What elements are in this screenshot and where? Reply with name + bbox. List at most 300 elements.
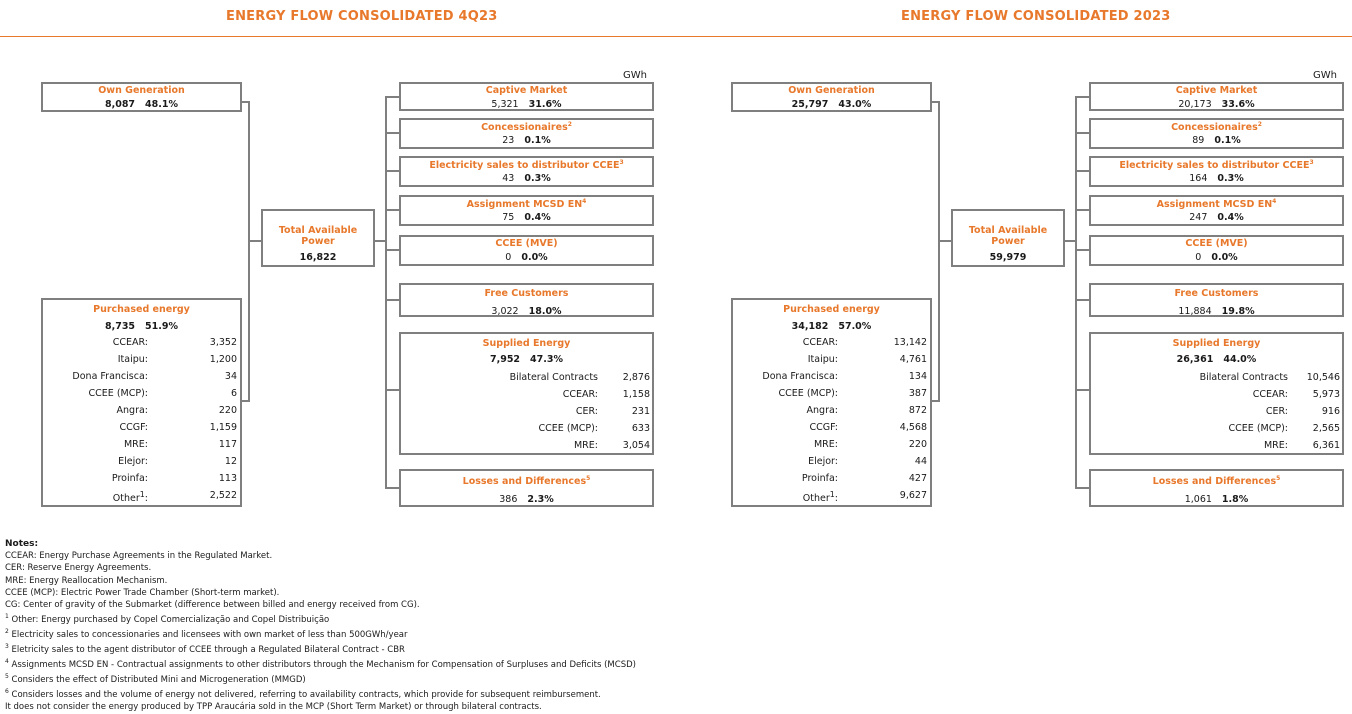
panel-2023-supplied-row xyxy=(1091,440,1342,453)
panel-2023-supplied-row-key: Bilateral Contracts xyxy=(1199,372,1288,383)
panel-2023-own-generation-pct: 43.0% xyxy=(838,99,872,110)
panel-4q23-purchased-row xyxy=(43,371,240,384)
panel-2023-losses-label xyxy=(1091,475,1342,487)
panel-4q23-destination-box xyxy=(399,195,654,226)
panel-2023-destination-value: 164 xyxy=(1189,173,1208,184)
panel-4q23-supplied-row xyxy=(401,406,652,419)
panel-4q23-purchased-row-key-text: CCEAR xyxy=(112,337,145,348)
notes-section xyxy=(5,538,636,714)
panel-2023-purchased-row-value: 220 xyxy=(908,439,927,450)
panel-2023-connector xyxy=(1075,132,1089,134)
panel-4q23-purchased-row-key-text: Dona Francisca xyxy=(72,371,145,382)
panel-2023-supplied-row xyxy=(1091,423,1342,436)
note-line xyxy=(5,656,636,671)
panel-4q23-destination-label xyxy=(401,85,652,96)
panel-4q23-own-generation-value: 8,087 xyxy=(104,99,136,110)
notes-title: Notes: xyxy=(5,539,39,549)
panel-4q23-purchased-row-value: 12 xyxy=(224,456,237,467)
panel-4q23-destination-value: 0 xyxy=(505,252,512,263)
panel-4q23-purchased-row-key: MRE: xyxy=(123,439,148,450)
panel-2023-own-generation-label xyxy=(733,85,930,96)
panel-4q23-purchased-row-key: Elejor: xyxy=(118,456,148,467)
panel-4q23-purchased-row-key: CCEAR: xyxy=(112,337,148,348)
panel-4q23-destination-pct: 18.0% xyxy=(528,306,562,317)
note-line xyxy=(5,550,636,562)
panel-4q23-destination-label-text: Electricity sales to distributor CCEE xyxy=(429,160,620,172)
panel-2023-destination xyxy=(1091,252,1342,263)
panel-2023-purchased-energy-box xyxy=(731,298,932,507)
panel-2023-purchased-row-key-text: CCEAR xyxy=(802,337,835,348)
panel-4q23-destination-pct: 0.1% xyxy=(524,135,551,146)
panel-2023-purchased-row-key-text: Dona Francisca xyxy=(762,371,835,382)
note-line-sup: 5 xyxy=(5,673,9,681)
panel-4q23-supplied-row-value: 3,054 xyxy=(622,440,650,451)
panel-4q23-purchased-row xyxy=(43,439,240,452)
panel-4q23-purchased-row-key-text: Itaipu xyxy=(117,354,145,365)
panel-4q23-connector xyxy=(385,209,399,211)
panel-2023-destination xyxy=(1091,173,1342,184)
panel-2023-purchased-row-value: 427 xyxy=(908,473,927,484)
panel-4q23-destination xyxy=(401,252,652,263)
panel-4q23-losses-label-text: Losses and Differences xyxy=(462,476,587,488)
panel-4q23-losses-box xyxy=(399,469,654,507)
panel-4q23-destination-label-sup: 3 xyxy=(619,159,624,166)
panel-2023-purchased-row-key-text: CCEE (MCP) xyxy=(778,388,835,399)
panel-4q23-purchased-row-key: Other$^1$: xyxy=(112,490,148,505)
panel-4q23-losses-pct: 2.3% xyxy=(527,494,554,505)
panel-2023-total-available-value: 59,979 xyxy=(989,252,1027,263)
panel-4q23-purchased-energy-label xyxy=(43,304,240,315)
panel-2023-connector xyxy=(1075,389,1089,391)
panel-2023-destination-label xyxy=(1091,238,1342,249)
panel-4q23-destination-label xyxy=(401,121,652,133)
panel-4q23-purchased-row-key: CCGF: xyxy=(119,422,148,433)
panel-4q23-destination-pct: 0.3% xyxy=(524,173,551,184)
panel-4q23-purchased-row-key-text: CCGF xyxy=(119,422,145,433)
panel-2023-total-available xyxy=(953,252,1063,263)
panel-4q23-purchased-row-key-text: Other xyxy=(112,493,140,505)
panel-4q23-destination-box xyxy=(399,283,654,317)
panel-4q23-purchased-row-key-text: Proinfa xyxy=(111,473,145,484)
panel-4q23-supplied-row-key: Bilateral Contracts xyxy=(509,372,598,383)
panel-2023-supplied-row-key: CER: xyxy=(1265,406,1288,417)
panel-4q23-supplied-row-key: CCEE (MCP): xyxy=(538,423,598,434)
panel-2023-connector xyxy=(932,400,940,402)
panel-2023-purchased-row-key-sup: 1 xyxy=(829,490,835,499)
panel-2023-destination-box xyxy=(1089,283,1344,317)
panel-4q23-supplied-energy-label-text: Supplied Energy xyxy=(482,338,571,349)
header-divider xyxy=(0,36,1352,37)
panel-4q23-destination-box xyxy=(399,82,654,111)
panel-2023-losses-value: 1,061 xyxy=(1184,494,1212,505)
panel-2023-supplied-row-value: 10,546 xyxy=(1306,372,1340,383)
panel-4q23-supplied-energy-label xyxy=(401,338,652,349)
panel-2023-purchased-row-key-text: Elejor xyxy=(808,456,835,467)
panel-4q23-destination xyxy=(401,99,652,110)
panel-4q23-purchased-row-key-text: MRE xyxy=(123,439,145,450)
panel-2023-destination-box xyxy=(1089,118,1344,149)
panel-2023-purchased-row-value: 44 xyxy=(914,456,927,467)
panel-2023-destination-value: 0 xyxy=(1195,252,1202,263)
panel-4q23-purchased-row-key-text: Elejor xyxy=(118,456,145,467)
panel-4q23-purchased-row-value: 1,159 xyxy=(209,422,237,433)
panel-4q23-supplied-energy-box xyxy=(399,332,654,455)
panel-4q23-supplied-row-key: CCEAR: xyxy=(562,389,598,400)
panel-2023-purchased-row-key: CCEE (MCP): xyxy=(778,388,838,399)
panel-4q23-purchased-row-key: Itaipu: xyxy=(117,354,148,365)
panel-2023-purchased-energy-pct: 57.0% xyxy=(838,321,872,332)
panel-4q23-destination-label-text: Concessionaires xyxy=(481,122,568,134)
panel-2023-purchased-row-key: MRE: xyxy=(813,439,838,450)
panel-4q23-purchased-energy-value: 8,735 xyxy=(104,321,136,332)
panel-2023-purchased-energy-label xyxy=(733,304,930,315)
panel-4q23-destination-label-text: Captive Market xyxy=(485,85,568,96)
panel-2023-purchased-row-key-text: MRE xyxy=(813,439,835,450)
panel-2023-connector xyxy=(1075,170,1089,172)
panel-4q23-destination xyxy=(401,135,652,146)
panel-4q23-purchased-row xyxy=(43,473,240,486)
panel-4q23-connector xyxy=(385,96,387,489)
panel-2023-purchased-row-key: CCGF: xyxy=(809,422,838,433)
panel-4q23-connector xyxy=(385,487,399,489)
panel-2023-supplied-energy-label-text: Supplied Energy xyxy=(1172,338,1261,349)
panel-4q23-supplied-row-key: MRE: xyxy=(573,440,598,451)
panel-2023-supplied-row-value: 5,973 xyxy=(1312,389,1340,400)
panel-4q23-total-available-label-text: Total Available Power xyxy=(278,225,358,247)
panel-2023-destination-value: 247 xyxy=(1189,212,1208,223)
panel-2023-purchased-row-key: Dona Francisca: xyxy=(762,371,838,382)
panel-4q23-purchased-row xyxy=(43,388,240,401)
panel-4q23-supplied-energy-value: 7,952 xyxy=(489,354,521,365)
panel-4q23-losses-label xyxy=(401,475,652,487)
panel-4q23-supplied-row-value: 1,158 xyxy=(622,389,650,400)
panel-4q23-total-available-value: 16,822 xyxy=(299,252,337,263)
note-line-sup: 2 xyxy=(5,628,9,636)
panel-4q23-purchased-energy-pct: 51.9% xyxy=(145,321,179,332)
panel-2023-purchased-row-value: 387 xyxy=(908,388,927,399)
panel-2023-purchased-row-value: 4,568 xyxy=(899,422,927,433)
panel-4q23-connector xyxy=(385,299,399,301)
panel-4q23-destination-label-sup: 2 xyxy=(567,121,572,128)
panel-2023-purchased-row-key: CCEAR: xyxy=(802,337,838,348)
panel-2023-destination-pct: 19.8% xyxy=(1221,306,1255,317)
panel-4q23-purchased-energy xyxy=(43,321,240,332)
panel-4q23-destination-value: 43 xyxy=(502,173,515,184)
panel-4q23-supplied-row-key: CER: xyxy=(575,406,598,417)
note-line xyxy=(5,562,636,574)
panel-4q23-own-generation-label-text: Own Generation xyxy=(98,85,185,96)
panel-2023-losses xyxy=(1091,494,1342,505)
panel-2023-total-available-box xyxy=(951,209,1065,267)
panel-2023-connector xyxy=(1075,487,1089,489)
panel-4q23-purchased-row-value: 6 xyxy=(230,388,237,399)
panel-2023-losses-pct: 1.8% xyxy=(1221,494,1249,505)
panel-4q23-destination-pct: 31.6% xyxy=(528,99,562,110)
panel-2023-purchased-energy xyxy=(733,321,930,332)
panel-2023-total-available-label-text: Total Available Power xyxy=(968,225,1048,247)
panel-2023-purchased-row xyxy=(733,354,930,367)
note-line xyxy=(5,686,636,701)
panel-2023-purchased-row-key: Elejor: xyxy=(808,456,838,467)
note-line xyxy=(5,626,636,641)
panel-2023-purchased-row-key-text: CCGF xyxy=(809,422,835,433)
panel-4q23-purchased-row-value: 117 xyxy=(218,439,237,450)
panel-2023-destination-label-sup: 4 xyxy=(1272,198,1277,205)
panel-2023-supplied-energy-value: 26,361 xyxy=(1176,354,1214,365)
panel-2023-purchased-row-value: 134 xyxy=(908,371,927,382)
panel-4q23-purchased-row xyxy=(43,405,240,418)
panel-4q23-destination-label xyxy=(401,288,652,299)
panel-4q23-destination-label xyxy=(401,238,652,249)
note-line xyxy=(5,575,636,587)
panel-4q23-supplied-row-value: 633 xyxy=(631,423,650,434)
note-line-text: Considers the effect of Distributed Mini and Microgeneration (MMGD) xyxy=(8,675,306,686)
note-line-text: CCEAR: Energy Purchase Agreements in the Regulated Market. xyxy=(5,551,273,562)
panel-2023-purchased-energy-value: 34,182 xyxy=(791,321,829,332)
panel-4q23-purchased-row-value: 113 xyxy=(218,473,237,484)
panel-2023-own-generation-value: 25,797 xyxy=(791,99,829,110)
note-line xyxy=(5,587,636,599)
panel-4q23-unit-label: GWh xyxy=(623,70,647,81)
panel-4q23-destination xyxy=(401,306,652,317)
panel-4q23-own-generation-pct: 48.1% xyxy=(145,99,179,110)
panel-4q23-supplied-row xyxy=(401,389,652,402)
panel-4q23-connector xyxy=(248,101,250,402)
panel-2023-supplied-row xyxy=(1091,372,1342,385)
panel-2023-destination xyxy=(1091,306,1342,317)
panel-2023-supplied-row-key: MRE: xyxy=(1263,440,1288,451)
panel-2023-own-generation-box xyxy=(731,82,932,112)
panel-4q23-total-available-box xyxy=(261,209,375,267)
panel-2023-purchased-row xyxy=(733,473,930,486)
panel-2023-supplied-row-value: 916 xyxy=(1321,406,1340,417)
panel-4q23-purchased-row xyxy=(43,490,240,503)
panel-2023-connector xyxy=(1075,249,1089,251)
panel-4q23-destination-value: 75 xyxy=(502,212,515,223)
panel-2023-own-generation-label-text: Own Generation xyxy=(788,85,875,96)
panel-4q23-connector xyxy=(248,240,261,242)
panel-4q23-purchased-row-value: 2,522 xyxy=(209,490,237,501)
note-line-text: Considers losses and the volume of energy not delivered, referring to availability contracts, which provide for subsequent reimbursement. xyxy=(8,690,601,701)
panel-2023-destination-label xyxy=(1091,121,1342,133)
panel-4q23-purchased-row-key: Proinfa: xyxy=(111,473,148,484)
panel-4q23-losses-value: 386 xyxy=(499,494,518,505)
panel-4q23-destination-value: 23 xyxy=(502,135,515,146)
panel-2023-supplied-energy-label xyxy=(1091,338,1342,349)
panel-4q23-supplied-row-value: 231 xyxy=(631,406,650,417)
panel-4q23-purchased-energy-box xyxy=(41,298,242,507)
panel-2023-losses-label-sup: 5 xyxy=(1276,475,1281,482)
panel-2023-destination-pct: 0.1% xyxy=(1214,135,1241,146)
panel-4q23-destination-label xyxy=(401,159,652,171)
panel-2023-destination-pct: 33.6% xyxy=(1221,99,1255,110)
panel-4q23-connector xyxy=(385,132,399,134)
panel-2023-destination-value: 89 xyxy=(1192,135,1205,146)
panel-2023-destination-label-text: Concessionaires xyxy=(1171,122,1258,134)
panel-4q23-connector xyxy=(385,249,399,251)
panel-2023-destination xyxy=(1091,135,1342,146)
panel-2023-destination-label xyxy=(1091,159,1342,171)
panel-2023-destination-label-sup: 3 xyxy=(1309,159,1314,166)
note-line xyxy=(5,671,636,686)
panel-4q23-purchased-row-value: 1,200 xyxy=(209,354,237,365)
panel-4q23-own-generation xyxy=(43,99,240,110)
note-line xyxy=(5,611,636,626)
panel-2023-destination xyxy=(1091,212,1342,223)
panel-2023-supplied-row xyxy=(1091,389,1342,402)
panel-2023-purchased-row-key: Other$^1$: xyxy=(802,490,838,505)
panel-4q23-purchased-row-key: Dona Francisca: xyxy=(72,371,148,382)
panel-4q23-supplied-row xyxy=(401,423,652,436)
panel-2023-purchased-row-key-text: Proinfa xyxy=(801,473,835,484)
note-line-sup: 4 xyxy=(5,658,9,666)
panel-2023-supplied-row-key: CCEAR: xyxy=(1252,389,1288,400)
panel-2023-connector xyxy=(1075,299,1089,301)
note-line-text: Eletricity sales to the agent distributor of CCEE through a Regulated Bilateral Contract - CBR xyxy=(8,645,405,656)
panel-2023-purchased-row xyxy=(733,388,930,401)
panel-4q23-purchased-row-key-text: CCEE (MCP) xyxy=(88,388,145,399)
panel-4q23-destination-pct: 0.0% xyxy=(521,252,548,263)
panel-4q23-title: ENERGY FLOW CONSOLIDATED 4Q23 xyxy=(226,9,498,24)
panel-4q23-destination-pct: 0.4% xyxy=(524,212,551,223)
panel-4q23-connector xyxy=(385,389,399,391)
panel-4q23-destination-label-text: CCEE (MVE) xyxy=(495,238,558,249)
panel-2023-total-available-label xyxy=(953,225,1063,247)
panel-2023-destination-box xyxy=(1089,235,1344,266)
panel-2023-destination-label-text: CCEE (MVE) xyxy=(1185,238,1248,249)
panel-4q23-supplied-energy-pct: 47.3% xyxy=(530,354,564,365)
panel-2023-destination-label-text: Free Customers xyxy=(1174,288,1259,299)
panel-2023-purchased-row xyxy=(733,422,930,435)
panel-4q23-losses-label-sup: 5 xyxy=(586,475,591,482)
panel-4q23-connector xyxy=(385,170,399,172)
panel-4q23-losses xyxy=(401,494,652,505)
note-line-text: CER: Reserve Energy Agreements. xyxy=(5,563,152,574)
panel-2023-purchased-row xyxy=(733,371,930,384)
panel-4q23-destination xyxy=(401,173,652,184)
panel-2023-destination-pct: 0.0% xyxy=(1211,252,1238,263)
panel-2023-purchased-row xyxy=(733,490,930,503)
panel-2023-purchased-row-value: 9,627 xyxy=(899,490,927,501)
note-line-text: Other: Energy purchased by Copel Comercialização and Copel Distribuição xyxy=(8,615,330,626)
panel-2023-destination-label xyxy=(1091,198,1342,210)
panel-2023-own-generation xyxy=(733,99,930,110)
panel-2023-connector xyxy=(1075,96,1089,98)
panel-2023-destination-label xyxy=(1091,288,1342,299)
panel-2023-destination-label-text: Captive Market xyxy=(1175,85,1258,96)
panel-4q23-connector xyxy=(242,400,250,402)
panel-4q23-own-generation-label xyxy=(43,85,240,96)
panel-4q23-supplied-energy xyxy=(401,354,652,365)
panel-2023-purchased-energy-label-text: Purchased energy xyxy=(783,304,880,315)
note-line-text: CG: Center of gravity of the Submarket (difference between billed and energy received from CG). xyxy=(5,600,420,611)
note-line-text: CCEE (MCP): Electric Power Trade Chamber (Short-term market). xyxy=(5,587,280,598)
note-line xyxy=(5,641,636,656)
panel-2023-destination-value: 11,884 xyxy=(1178,306,1212,317)
panel-2023-destination-pct: 0.3% xyxy=(1217,173,1244,184)
panel-2023-purchased-row-key-text: Other xyxy=(802,493,830,505)
panel-2023-supplied-energy-box xyxy=(1089,332,1344,455)
panel-2023-purchased-row xyxy=(733,337,930,350)
panel-2023-destination xyxy=(1091,99,1342,110)
panel-4q23-purchased-energy-label-text: Purchased energy xyxy=(93,304,190,315)
panel-2023-supplied-row-key: CCEE (MCP): xyxy=(1228,423,1288,434)
panel-2023-supplied-row-value: 2,565 xyxy=(1312,423,1340,434)
panel-4q23-total-available-label xyxy=(263,225,373,247)
panel-4q23-destination-value: 3,022 xyxy=(491,306,519,317)
panel-4q23-purchased-row-value: 34 xyxy=(224,371,237,382)
panel-4q23-purchased-row xyxy=(43,456,240,469)
panel-2023-purchased-row-key-text: Itaipu xyxy=(807,354,835,365)
panel-2023-connector xyxy=(1075,209,1089,211)
panel-4q23-destination-box xyxy=(399,156,654,187)
panel-2023-supplied-row-value: 6,361 xyxy=(1312,440,1340,451)
panel-4q23-destination-value: 5,321 xyxy=(491,99,519,110)
panel-2023-connector xyxy=(938,101,940,402)
panel-4q23-connector xyxy=(385,96,399,98)
panel-2023-purchased-row-value: 872 xyxy=(908,405,927,416)
note-line-text: Electricity sales to concessionaries and licensees with own market of less than 500GWh/year xyxy=(8,630,408,641)
panel-4q23-purchased-row-value: 220 xyxy=(218,405,237,416)
panel-4q23-supplied-row xyxy=(401,372,652,385)
panel-4q23-destination-label-sup: 4 xyxy=(582,198,587,205)
panel-4q23-total-available xyxy=(263,252,373,263)
note-line-sup: 3 xyxy=(5,643,9,651)
panel-2023-purchased-row xyxy=(733,439,930,452)
panel-4q23-destination-label xyxy=(401,198,652,210)
note-line xyxy=(5,599,636,611)
panel-2023-supplied-energy xyxy=(1091,354,1342,365)
panel-2023-destination-label xyxy=(1091,85,1342,96)
panel-4q23-destination xyxy=(401,212,652,223)
panel-4q23-destination-box xyxy=(399,235,654,266)
panel-2023-connector xyxy=(1075,96,1077,489)
panel-4q23-purchased-row xyxy=(43,354,240,367)
note-line-text: MRE: Energy Reallocation Mechanism. xyxy=(5,575,168,586)
panel-2023-destination-box xyxy=(1089,82,1344,111)
panel-2023-destination-box xyxy=(1089,156,1344,187)
note-line-text: Assignments MCSD EN - Contractual assignments to other distributors through the Mechanism for Compensation of Surpluses and Deficits (MCSD) xyxy=(8,660,636,671)
panel-2023-purchased-row-value: 13,142 xyxy=(893,337,927,348)
panel-2023-destination-label-text: Electricity sales to distributor CCEE xyxy=(1119,160,1310,172)
panel-2023-destination-value: 20,173 xyxy=(1178,99,1212,110)
panel-4q23-own-generation-box xyxy=(41,82,242,112)
panel-2023-supplied-row xyxy=(1091,406,1342,419)
panel-4q23-purchased-row xyxy=(43,337,240,350)
note-line-sup: 1 xyxy=(5,613,9,621)
panel-2023-destination-label-text: Assignment MCSD EN xyxy=(1156,199,1273,211)
panel-2023-purchased-row-key: Itaipu: xyxy=(807,354,838,365)
panel-2023-destination-pct: 0.4% xyxy=(1217,212,1244,223)
panel-2023-purchased-row xyxy=(733,405,930,418)
panel-2023-title: ENERGY FLOW CONSOLIDATED 2023 xyxy=(901,9,1171,24)
panel-4q23-purchased-row-value: 3,352 xyxy=(209,337,237,348)
panel-2023-purchased-row-key: Angra: xyxy=(806,405,838,416)
panel-2023-purchased-row xyxy=(733,456,930,469)
panel-4q23-destination-label-text: Assignment MCSD EN xyxy=(466,199,583,211)
panel-2023-destination-label-sup: 2 xyxy=(1257,121,1262,128)
panel-4q23-supplied-row-value: 2,876 xyxy=(622,372,650,383)
panel-4q23-purchased-row-key: Angra: xyxy=(116,405,148,416)
panel-2023-connector xyxy=(938,240,951,242)
note-line-sup: 6 xyxy=(5,688,9,696)
panel-4q23-purchased-row-key-text: Angra xyxy=(116,405,145,416)
panel-4q23-purchased-row-key: CCEE (MCP): xyxy=(88,388,148,399)
note-line-text: It does not consider the energy produced by TPP Araucária sold in the MCP (Short Term Market) or through bilateral contracts. xyxy=(5,702,542,713)
panel-2023-destination-box xyxy=(1089,195,1344,226)
panel-4q23-purchased-row xyxy=(43,422,240,435)
panel-2023-purchased-row-key: Proinfa: xyxy=(801,473,838,484)
